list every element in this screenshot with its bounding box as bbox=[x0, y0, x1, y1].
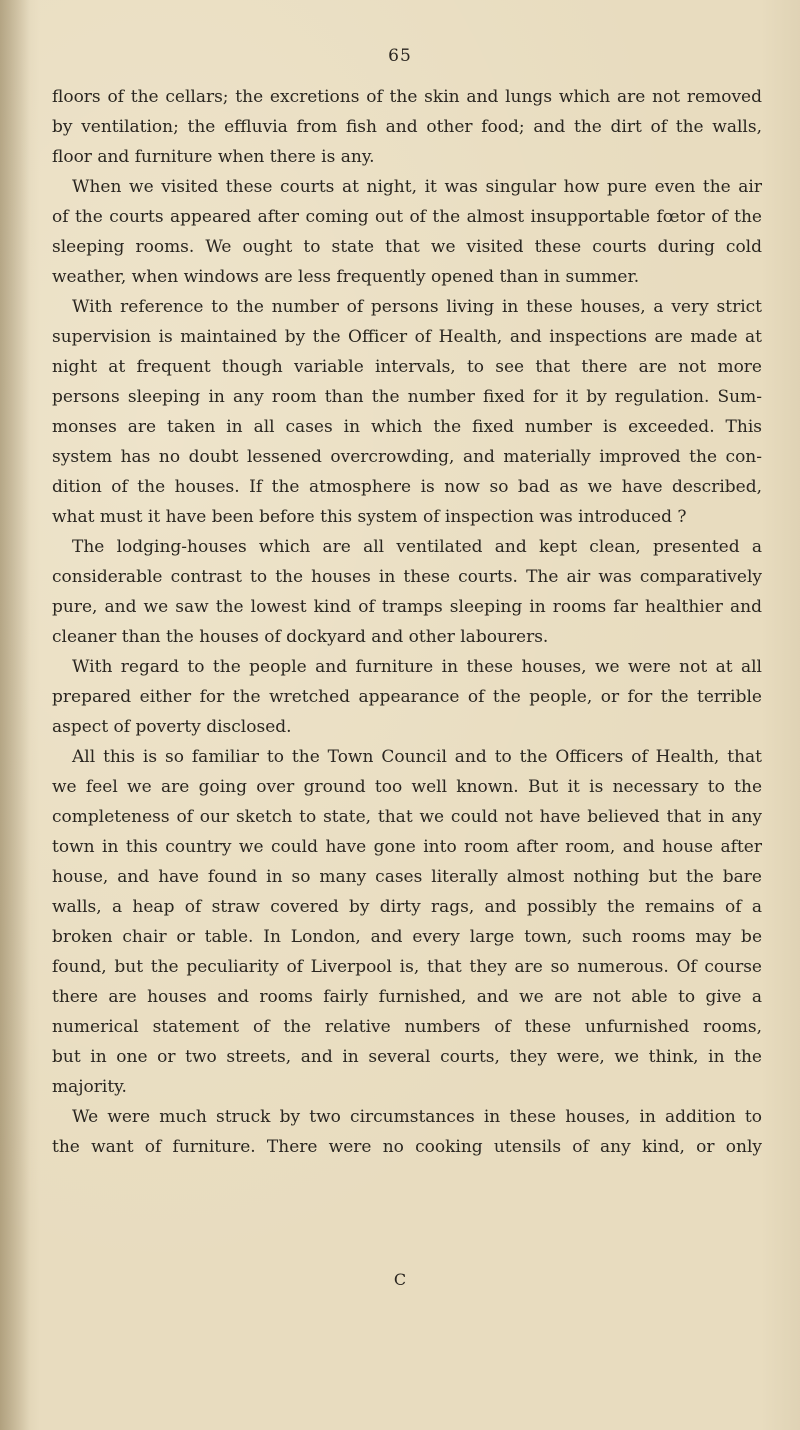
text-line: town in this country we could have gone into room after room, and house after bbox=[52, 837, 762, 857]
text-line: we feel we are going over ground too well known. But it is necessary to the bbox=[52, 777, 762, 797]
text-line: the want of furniture. There were no cooking utensils of any kind, or only bbox=[52, 1137, 762, 1157]
text-line: by ventilation; the effluvia from fish and other food; and the dirt of the walls, bbox=[52, 117, 762, 137]
text-line: aspect of poverty disclosed. bbox=[52, 717, 292, 737]
text-line: majority. bbox=[52, 1077, 127, 1097]
page-edge-shadow bbox=[0, 0, 30, 1430]
text-line: walls, a heap of straw covered by dirty rags, and possibly the remains of a bbox=[52, 897, 762, 917]
text-line: of the courts appeared after coming out of the almost insupportable fœtor of the bbox=[52, 207, 762, 227]
text-line: there are houses and rooms fairly furnished, and we are not able to give a bbox=[52, 987, 762, 1007]
text-line: floor and furniture when there is any. bbox=[52, 147, 375, 167]
text-line: sleeping rooms. We ought to state that we visited these courts during cold bbox=[52, 237, 762, 257]
printer-signature-mark: C bbox=[393, 1270, 407, 1289]
text-line: persons sleeping in any room than the number fixed for it by regulation. Sum- bbox=[52, 387, 762, 407]
text-line: With reference to the number of persons living in these houses, a very strict bbox=[72, 297, 762, 317]
text-line: The lodging-houses which are all ventilated and kept clean, presented a bbox=[72, 537, 762, 557]
text-line: When we visited these courts at night, it was singular how pure even the air bbox=[72, 177, 762, 197]
text-line: floors of the cellars; the excretions of the skin and lungs which are not removed bbox=[52, 87, 762, 107]
text-line: monses are taken in all cases in which the fixed number is exceeded. This bbox=[52, 417, 762, 437]
text-line: night at frequent though variable intervals, to see that there are not more bbox=[52, 357, 762, 377]
text-line: pure, and we saw the lowest kind of tramps sleeping in rooms far healthier and bbox=[52, 597, 762, 617]
text-line: With regard to the people and furniture in these houses, we were not at all bbox=[72, 657, 762, 677]
text-line: weather, when windows are less frequently opened than in summer. bbox=[52, 267, 640, 287]
text-line: considerable contrast to the houses in these courts. The air was comparatively bbox=[52, 567, 762, 587]
text-line: house, and have found in so many cases literally almost nothing but the bare bbox=[52, 867, 762, 887]
text-line: what must it have been before this system of inspection was introduced ? bbox=[52, 507, 687, 527]
text-line: system has no doubt lessened overcrowding, and materially improved the con- bbox=[52, 447, 762, 467]
text-line: dition of the houses. If the atmosphere is now so bad as we have described, bbox=[52, 477, 762, 497]
text-line: completeness of our sketch to state, that we could not have believed that in any bbox=[52, 807, 762, 827]
text-line: All this is so familiar to the Town Council and to the Officers of Health, that bbox=[72, 747, 762, 767]
text-line: prepared either for the wretched appearance of the people, or for the terrible bbox=[52, 687, 762, 707]
text-line: but in one or two streets, and in several courts, they were, we think, in the bbox=[52, 1047, 762, 1067]
text-line: We were much struck by two circumstances in these houses, in addition to bbox=[72, 1107, 762, 1127]
text-line: broken chair or table. In London, and every large town, such rooms may be bbox=[52, 927, 762, 947]
page-number: 65 bbox=[388, 46, 412, 66]
text-line: supervision is maintained by the Officer of Health, and inspections are made at bbox=[52, 327, 762, 347]
text-line: numerical statement of the relative numbers of these unfurnished rooms, bbox=[52, 1017, 762, 1037]
text-line: cleaner than the houses of dockyard and other labourers. bbox=[52, 627, 549, 647]
text-line: found, but the peculiarity of Liverpool is, that they are so numerous. Of course bbox=[52, 957, 762, 977]
body-text bbox=[52, 82, 762, 1162]
